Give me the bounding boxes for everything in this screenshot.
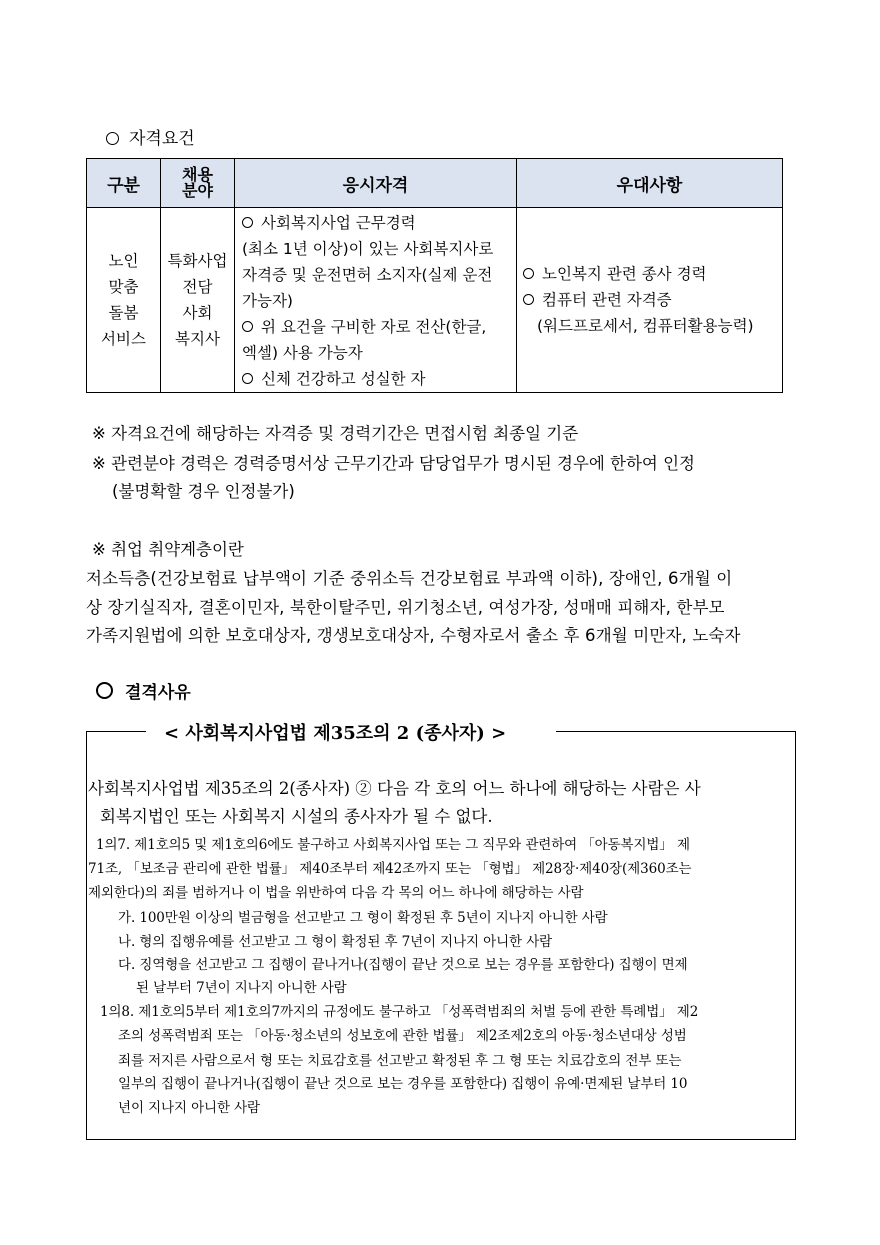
law-line: 1의7. 제1호의5 및 제1호의6에도 불구하고 사회복지사업 또는 그 직무와 관련하여 「아동복지법」 제 — [96, 837, 690, 853]
vulnerable-line: 가족지원법에 의한 보호대상자, 갱생보호대상자, 수형자로서 출소 후 6개월 미만자, 노숙자 — [86, 626, 741, 645]
header-category: 구분 — [87, 159, 161, 208]
law-line: 년이 지나지 아니한 사람 — [118, 1100, 260, 1116]
law-line: 1의8. 제1호의5부터 제1호의7까지의 규정에도 불구하고 「성폭력범죄의 처벌 등에 관한 특례법」 제2 — [100, 1004, 699, 1020]
law-line: 다. 징역형을 선고받고 그 집행이 끝나거나(집행이 끝난 것으로 보는 경우를 포함한다) 집행이 면제 — [118, 957, 688, 973]
table-row — [87, 208, 783, 393]
law-line: 일부의 집행이 끝나거나(집행이 끝난 것으로 보는 경우를 포함한다) 집행이 유예·면제된 날부터 10 — [118, 1076, 688, 1092]
header-field-line2: 분야 — [182, 181, 213, 200]
vulnerable-line: 상 장기실직자, 결혼이민자, 북한이탈주민, 위기청소년, 여성가장, 성매매 피해자, 한부모 — [86, 598, 725, 617]
divider — [86, 731, 146, 732]
vulnerable-title: ※ 취업 취약계층이란 — [92, 540, 244, 559]
law-title: < 사회복지사업법 제35조의 2 (종사자) > — [150, 719, 520, 745]
cell-preference: 노인복지 관련 종사 경력 컴퓨터 관련 자격증 (워드프로세서, 컴퓨터활용능력) — [517, 208, 783, 393]
law-line: 된 날부터 7년이 지나지 아니한 사람 — [136, 980, 347, 996]
circle-bullet-icon — [523, 268, 534, 279]
divider — [556, 731, 795, 732]
vulnerable-line: 저소득층(건강보험료 납부액이 기준 중위소득 건강보험료 부과액 이하), 장애인, 6개월 이 — [86, 569, 733, 588]
cell-eligibility: 사회복지사업 근무경력 (최소 1년 이상)이 있는 사회복지사로 자격증 및 운전면허 소지자(실제 운전 가능자) 위 요건을 구비한 자로 전산(한글, 엑셀) 사용 가능자 신체 건강하고 성실한 자 — [235, 208, 517, 393]
cell-field: 특화사업 전담 사회 복지사 — [161, 208, 235, 393]
note-line: ※ 관련분야 경력은 경력증명서상 근무기간과 담당업무가 명시된 경우에 한하여 인정 — [92, 454, 695, 473]
qualification-table — [86, 158, 783, 393]
law-lead-line: 회복지법인 또는 사회복지 시설의 종사자가 될 수 없다. — [100, 807, 493, 826]
circle-bullet-icon — [96, 682, 113, 699]
law-line: 제외한다)의 죄를 범하거나 이 법을 위반하여 다음 각 목의 어느 하나에 해당하는 사람 — [88, 885, 584, 901]
circle-bullet-icon — [106, 132, 119, 145]
header-eligibility: 응시자격 — [235, 159, 517, 208]
law-line: 나. 형의 집행유예를 선고받고 그 형이 확정된 후 7년이 지나지 아니한 사람 — [118, 934, 553, 950]
section-title-qualifications: 자격요건 — [106, 124, 195, 149]
law-line: 조의 성폭력범죄 또는 「아동·청소년의 성보호에 관한 법률」 제2조제2호의 아동·청소년대상 성범 — [118, 1028, 687, 1044]
header-preference: 우대사항 — [517, 159, 783, 208]
law-line: 71조, 「보조금 관리에 관한 법률」 제40조부터 제42조까지 또는 「형법」 제28장·제40장(제360조는 — [88, 861, 692, 877]
header-field — [161, 159, 235, 208]
circle-bullet-icon — [242, 321, 253, 332]
circle-bullet-icon — [242, 217, 253, 228]
circle-bullet-icon — [242, 373, 253, 384]
circle-bullet-icon — [523, 294, 534, 305]
cell-category: 노인 맞춤 돌봄 서비스 — [87, 208, 161, 393]
header-field-line1: 채용 — [182, 165, 213, 184]
note-line: (불명확할 경우 인정불가) — [112, 482, 295, 501]
note-line: ※ 자격요건에 해당하는 자격증 및 경력기간은 면접시험 최종일 기준 — [92, 424, 579, 443]
section-title-disqualification: 결격사유 — [96, 678, 191, 703]
law-lead-line: 사회복지사업법 제35조의 2(종사자) ② 다음 각 호의 어느 하나에 해당하는 사람은 사 — [88, 779, 701, 798]
table-header-row — [87, 159, 783, 208]
law-line: 죄를 저지른 사람으로서 형 또는 치료감호를 선고받고 확정된 후 그 형 또는 치료감호의 전부 또는 — [118, 1053, 682, 1069]
law-line: 가. 100만원 이상의 벌금형을 선고받고 그 형이 확정된 후 5년이 지나지 아니한 사람 — [118, 910, 608, 926]
